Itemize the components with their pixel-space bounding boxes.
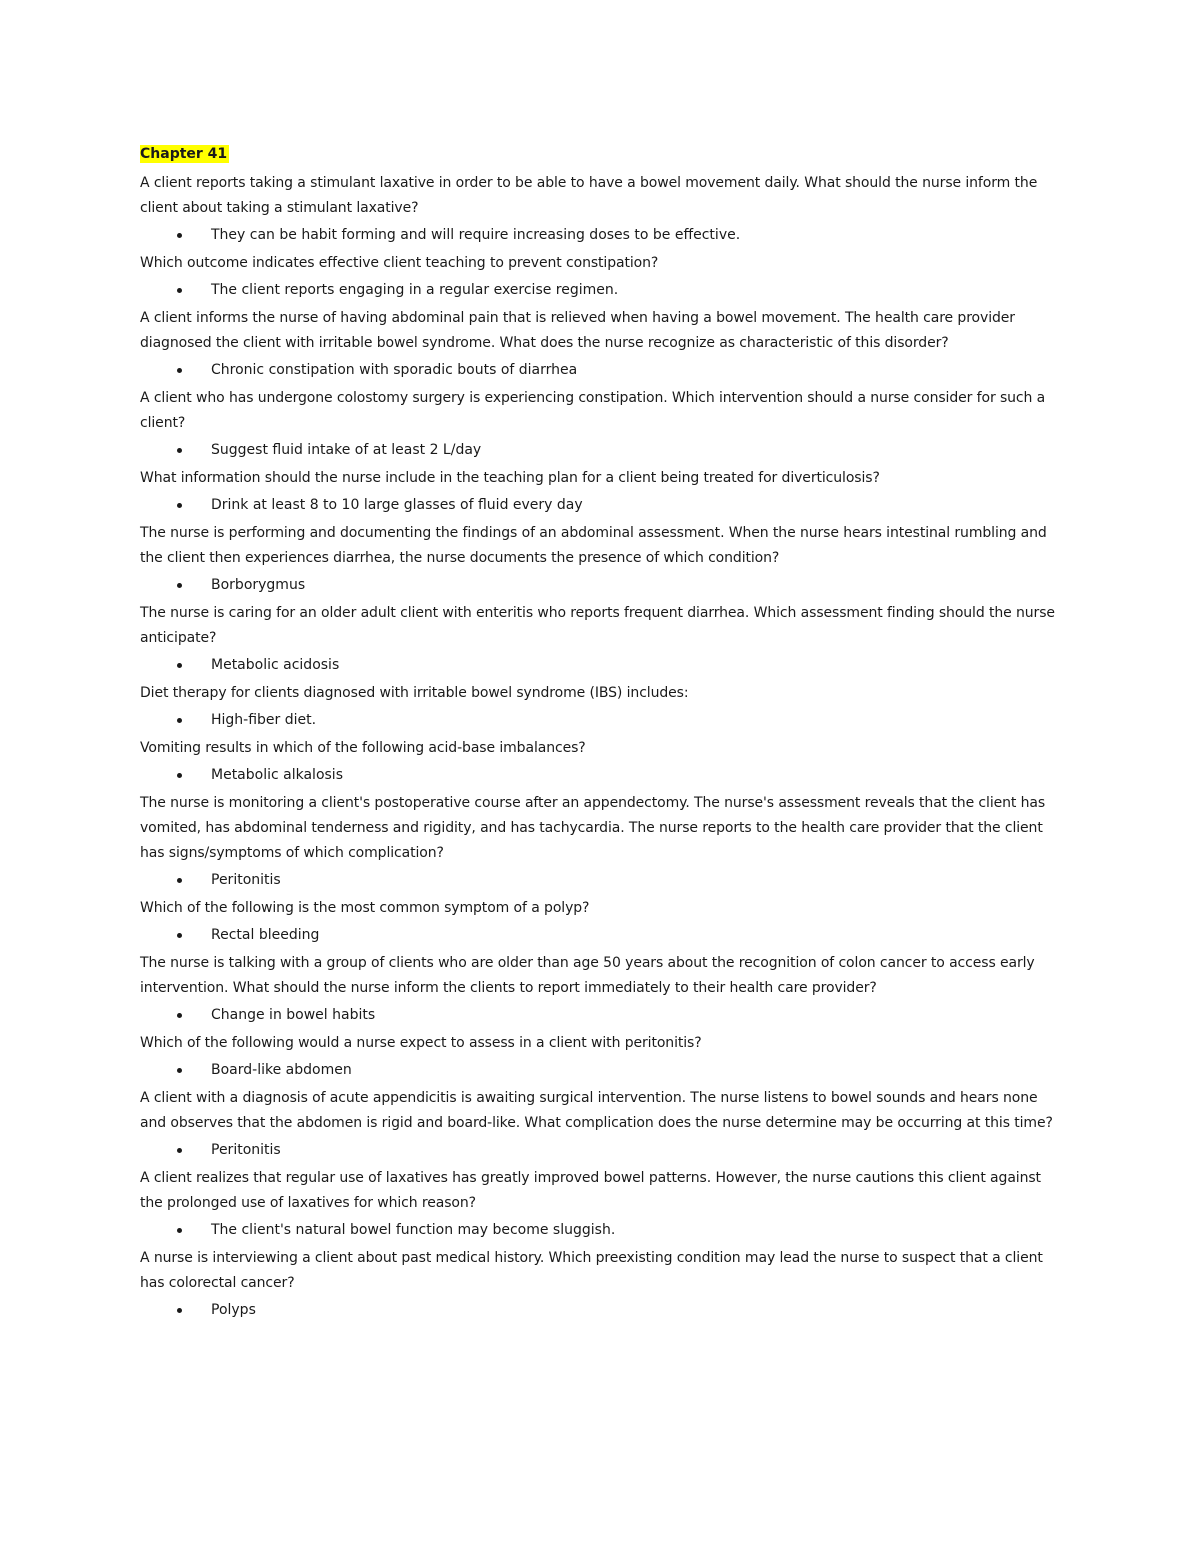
answer-bullet: The client's natural bowel function may become sluggish. <box>140 1218 1060 1243</box>
question-text: Which of the following is the most common symptom of a polyp? <box>140 900 590 916</box>
qa-item-5 <box>140 466 1060 518</box>
answer-bullet: They can be habit forming and will require increasing doses to be effective. <box>140 223 1060 248</box>
answer-bullet: Drink at least 8 to 10 large glasses of fluid every day <box>140 493 1060 518</box>
qa-item-9 <box>140 736 1060 788</box>
question-text: The nurse is performing and documenting the findings of an abdominal assessment. When the nurse hears intestinal rumbling and the client then experiences diarrhea, the nurse documents the presence of which condition? <box>140 525 1047 566</box>
qa-item-4 <box>140 386 1060 463</box>
qa-item-12 <box>140 951 1060 1028</box>
answer-bullet: Metabolic alkalosis <box>140 763 1060 788</box>
question-text: A client who has undergone colostomy surgery is experiencing constipation. Which intervention should a nurse consider for such a client? <box>140 390 1046 431</box>
question-text: A client informs the nurse of having abdominal pain that is relieved when having a bowel movement. The health care provider diagnosed the client with irritable bowel syndrome. What does the nurse recognize as characteristic of this disorder? <box>140 310 1015 351</box>
qa-item-2 <box>140 251 1060 303</box>
document-page <box>140 143 1060 1326</box>
question-text: The nurse is talking with a group of clients who are older than age 50 years about the recognition of colon cancer to access early intervention. What should the nurse inform the clients to report immediately to their health care provider? <box>140 955 1035 996</box>
qa-item-11 <box>140 896 1060 948</box>
question-text: A client realizes that regular use of laxatives has greatly improved bowel patterns. However, the nurse cautions this client against the prolonged use of laxatives for which reason? <box>140 1170 1041 1211</box>
answer-bullet: Polyps <box>140 1298 1060 1323</box>
answer-bullet: Metabolic acidosis <box>140 653 1060 678</box>
question-text: What information should the nurse include in the teaching plan for a client being treated for diverticulosis? <box>140 470 880 486</box>
answer-bullet: Borborygmus <box>140 573 1060 598</box>
chapter-heading: Chapter 41 <box>140 146 228 162</box>
question-text: A client with a diagnosis of acute appendicitis is awaiting surgical intervention. The nurse listens to bowel sounds and hears none and observes that the abdomen is rigid and board-like. What complication does the nurse determine may be occurring at this time? <box>140 1090 1053 1131</box>
answer-bullet: Peritonitis <box>140 1138 1060 1163</box>
answer-bullet: Suggest fluid intake of at least 2 L/day <box>140 438 1060 463</box>
qa-item-8 <box>140 681 1060 733</box>
answer-bullet: Board-like abdomen <box>140 1058 1060 1083</box>
answer-bullet: The client reports engaging in a regular exercise regimen. <box>140 278 1060 303</box>
question-text: A client reports taking a stimulant laxative in order to be able to have a bowel movement daily. What should the nurse inform the client about taking a stimulant laxative? <box>140 175 1038 216</box>
question-text: A nurse is interviewing a client about past medical history. Which preexisting condition may lead the nurse to suspect that a client has colorectal cancer? <box>140 1250 1043 1291</box>
qa-item-7 <box>140 601 1060 678</box>
qa-item-14 <box>140 1086 1060 1163</box>
answer-bullet: Chronic constipation with sporadic bouts of diarrhea <box>140 358 1060 383</box>
question-text: Diet therapy for clients diagnosed with irritable bowel syndrome (IBS) includes: <box>140 685 689 701</box>
qa-item-16 <box>140 1246 1060 1323</box>
question-text: Which outcome indicates effective client teaching to prevent constipation? <box>140 255 659 271</box>
qa-item-15 <box>140 1166 1060 1243</box>
qa-item-3 <box>140 306 1060 383</box>
qa-item-1 <box>140 171 1060 248</box>
answer-bullet: Rectal bleeding <box>140 923 1060 948</box>
qa-item-6 <box>140 521 1060 598</box>
answer-bullet: Peritonitis <box>140 868 1060 893</box>
qa-item-10 <box>140 791 1060 893</box>
question-text: Vomiting results in which of the following acid-base imbalances? <box>140 740 586 756</box>
answer-bullet: Change in bowel habits <box>140 1003 1060 1028</box>
question-text: Which of the following would a nurse expect to assess in a client with peritonitis? <box>140 1035 702 1051</box>
question-text: The nurse is caring for an older adult client with enteritis who reports frequent diarrhea. Which assessment finding should the nurse anticipate? <box>140 605 1055 646</box>
qa-item-13 <box>140 1031 1060 1083</box>
answer-bullet: High-fiber diet. <box>140 708 1060 733</box>
question-text: The nurse is monitoring a client's postoperative course after an appendectomy. The nurse's assessment reveals that the client has vomited, has abdominal tenderness and rigidity, and has tachycardia. The nurse reports to the health care provider that the client has signs/symptoms of which complication? <box>140 795 1046 861</box>
